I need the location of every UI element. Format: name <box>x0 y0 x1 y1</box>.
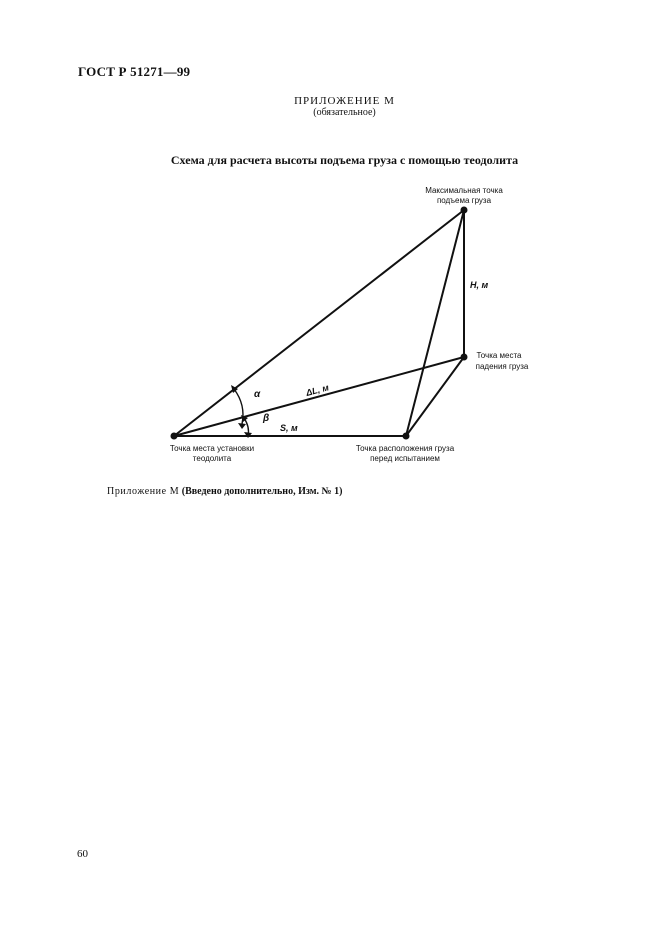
beta-label: β <box>263 413 270 424</box>
appendix-title: ПРИЛОЖЕНИЕ М <box>294 95 395 107</box>
height-label: H, м <box>470 280 489 290</box>
fall-point-label-line1: Точка места <box>476 351 522 360</box>
max-point-label-line1: Максимальная точка <box>425 186 503 195</box>
cargo-point-label-line2: перед испытанием <box>370 454 440 463</box>
beta-arrow-bottom <box>244 432 252 438</box>
document-code: ГОСТ Р 51271—99 <box>78 64 191 79</box>
max-point-label-line2: подъема груза <box>436 196 492 205</box>
appendix-status: (обязательное) <box>313 107 376 118</box>
alpha-arrow-top <box>231 385 238 393</box>
fall-point-label-line2: падения груза <box>475 362 529 371</box>
max-point-marker <box>461 207 468 214</box>
theodolite-point-marker <box>171 433 178 440</box>
cargo-point-label-line1: Точка расположения груза <box>355 444 455 453</box>
line-cargo-to-max-point <box>406 210 464 436</box>
line-theodolite-to-fall-point <box>174 357 464 436</box>
alpha-angle-arc <box>234 389 243 424</box>
theodolite-point-label-line1: Точка места установки <box>169 444 255 453</box>
amendment-note-text: (Введено дополнительно, Изм. № 1) <box>181 486 343 497</box>
scheme-title: Схема для расчета высоты подъема груза с помощью теодолита <box>170 153 519 167</box>
page-number: 60 <box>77 848 88 860</box>
beta-arrow-top <box>241 415 248 422</box>
fall-point-marker <box>461 354 468 361</box>
distance-s-label: S, м <box>280 423 298 433</box>
theodolite-point-label-line2: теодолита <box>192 454 232 463</box>
cargo-point-marker <box>403 433 410 440</box>
line-cargo-to-fall-point <box>406 357 464 436</box>
amendment-note-prefix: Приложение М <box>107 486 180 497</box>
beta-angle-arc <box>244 418 249 436</box>
alpha-label: α <box>254 389 261 400</box>
amendment-note <box>107 486 342 497</box>
line-theodolite-to-max-point <box>174 210 464 436</box>
distance-dl-label: ΔL, м <box>304 382 330 398</box>
alpha-arrow-bottom <box>238 423 246 429</box>
